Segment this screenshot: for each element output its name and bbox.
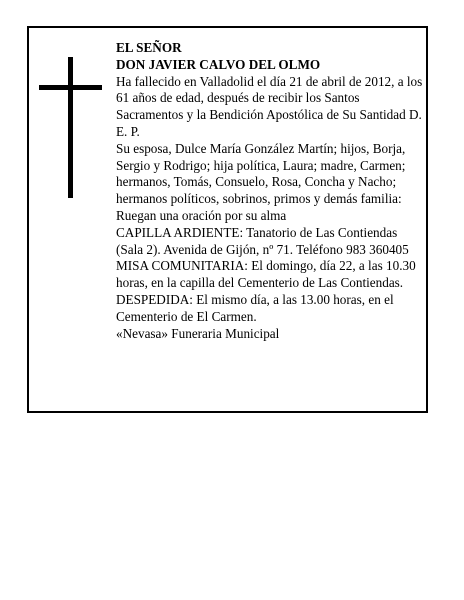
farewell-info: DESPEDIDA: El mismo día, a las 13.00 horas, en el Cementerio de El Carmen.: [116, 291, 394, 324]
mass-info: MISA COMUNITARIA: El domingo, día 22, a las 10.30 horas, en la capilla del Cementerio de Las Contiendas.: [116, 258, 416, 291]
cross-vertical-bar: [68, 57, 73, 198]
deceased-name: DON JAVIER CALVO DEL OLMO: [116, 56, 321, 72]
death-info: Ha fallecido en Valladolid el día 21 de abril de 2012, a los 61 años de edad, después de recibir los Santos Sacramentos y la Bendición Apostólica de Su Santidad D. E. P.: [116, 73, 423, 139]
funeral-home: «Nevasa» Funeraria Municipal: [116, 325, 280, 341]
obituary-notice: [27, 26, 428, 413]
cross-horizontal-bar: [39, 85, 102, 90]
notice-body: [116, 40, 426, 342]
family-list: Su esposa, Dulce María González Martín; hijos, Borja, Sergio y Rodrigo; hija política, Laura; madre, Carmen; hermanos, Tomás, Consuelo, Rosa, Concha y Nacho; hermanos políticos, sobrinos, primos y demás familia: Ruegan una oración por su alma: [116, 140, 406, 223]
chapel-info: CAPILLA ARDIENTE: Tanatorio de Las Contiendas (Sala 2). Avenida de Gijón, nº 71. Teléfono 983 360405: [116, 224, 409, 257]
notice-title: EL SEÑOR: [116, 40, 182, 55]
